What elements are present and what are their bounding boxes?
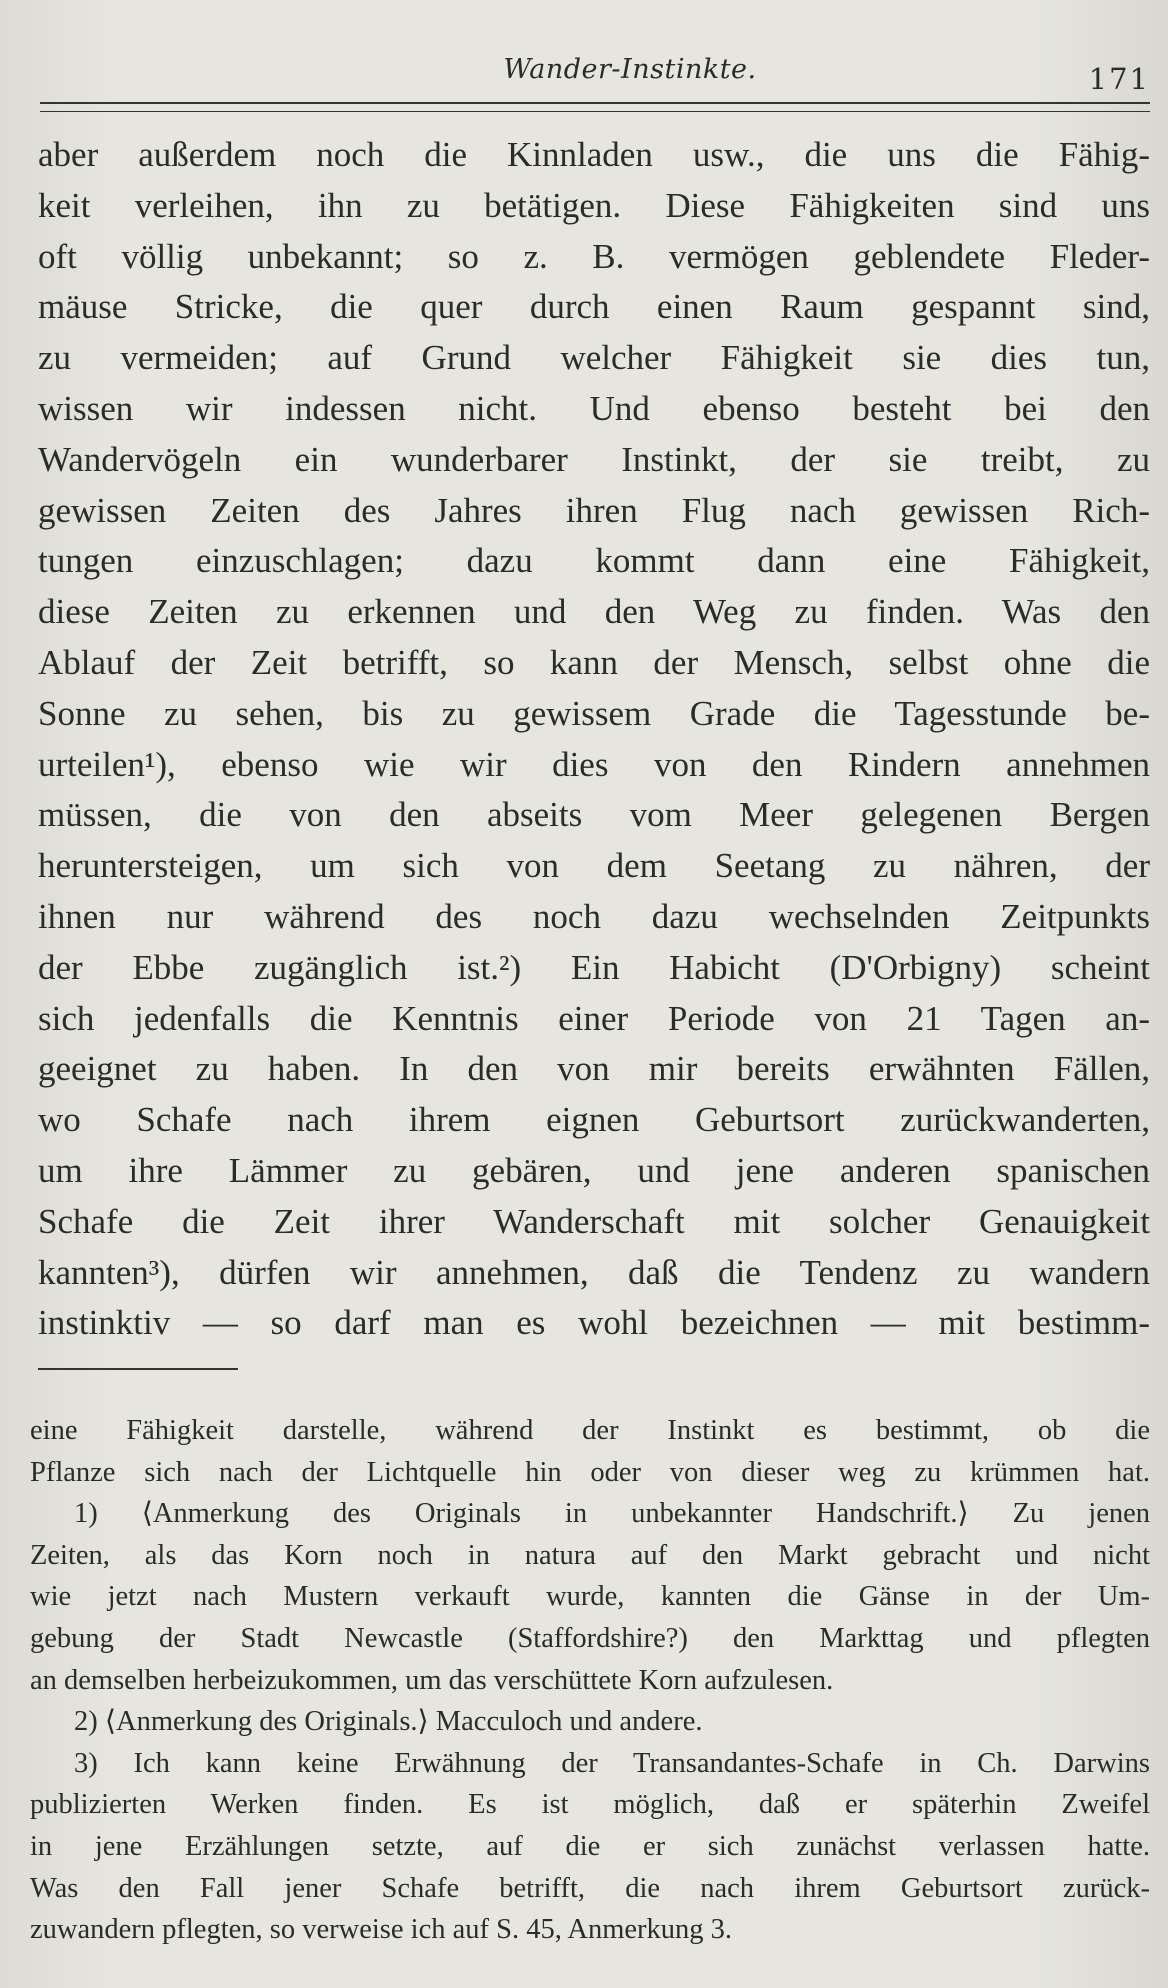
footnote-1-line: Zeiten, als das Korn noch in natura auf den Markt gebracht und nicht xyxy=(30,1539,1150,1571)
text-line: der Ebbe zugänglich ist.²) Ein Habicht (D'Orbigny) scheint xyxy=(38,947,1150,987)
text-line: Ablauf der Zeit betrifft, so kann der Mensch, selbst ohne die xyxy=(38,642,1150,682)
text-line: aber außerdem noch die Kinnladen usw., die uns die Fähig- xyxy=(38,135,1150,174)
text-line: müssen, die von den abseits vom Meer gelegenen Bergen xyxy=(38,795,1150,835)
text-line: mäuse Stricke, die quer durch einen Raum gespannt sind, xyxy=(38,287,1150,327)
footnotes xyxy=(30,1410,1150,1951)
footnote-3-line: 3) Ich kann keine Erwähnung der Transandantes-Schafe in Ch. Darwins xyxy=(74,1747,1150,1779)
footnote-3-line: zuwandern pflegten, so verweise ich auf S. 45, Anmerkung 3. xyxy=(30,1914,733,1946)
text-line: tungen einzuschlagen; dazu kommt dann eine Fähigkeit, xyxy=(38,541,1150,581)
text-line: urteilen¹), ebenso wie wir dies von den Rindern annehmen xyxy=(38,744,1150,784)
footnote-1-line: 1) ⟨Anmerkung des Originals in unbekannter Handschrift.⟩ Zu jenen xyxy=(74,1498,1150,1530)
text-line: heruntersteigen, um sich von dem Seetang zu nähren, der xyxy=(38,846,1150,886)
footnote-3-line: in jene Erzählungen setzte, auf die er sich zunächst verlassen hatte. xyxy=(30,1830,1150,1862)
main-text xyxy=(38,130,1150,1349)
text-line: ihnen nur während des noch dazu wechselnden Zeitpunkts xyxy=(38,896,1150,936)
text-line: Schafe die Zeit ihrer Wanderschaft mit solcher Genauigkeit xyxy=(38,1201,1150,1241)
text-line: zu vermeiden; auf Grund welcher Fähigkeit sie dies tun, xyxy=(38,338,1150,378)
text-line: oft völlig unbekannt; so z. B. vermögen geblendete Fleder- xyxy=(38,236,1150,276)
footnote-continuation-line: Pflanze sich nach der Lichtquelle hin oder von dieser weg zu krümmen hat. xyxy=(30,1456,1150,1488)
text-line: kannten³), dürfen wir annehmen, daß die Tendenz zu wandern xyxy=(38,1252,1150,1292)
page-number: 171 xyxy=(1088,62,1150,96)
text-line: Sonne zu sehen, bis zu gewissem Grade die Tagesstunde be- xyxy=(38,693,1150,733)
text-line: gewissen Zeiten des Jahres ihren Flug nach gewissen Rich- xyxy=(38,490,1150,530)
text-line: Wandervögeln ein wunderbarer Instinkt, der sie treibt, zu xyxy=(38,439,1150,479)
text-line: wo Schafe nach ihrem eignen Geburtsort zurückwanderten, xyxy=(38,1100,1150,1140)
footnote-1-line: gebung der Stadt Newcastle (Staffordshire?) den Markttag und pflegten xyxy=(30,1622,1150,1654)
footnote-1-line: wie jetzt nach Mustern verkauft wurde, kannten die Gänse in der Um- xyxy=(30,1581,1150,1613)
text-line: keit verleihen, ihn zu betätigen. Diese Fähigkeiten sind uns xyxy=(38,185,1150,225)
footnote-2-line: 2) ⟨Anmerkung des Originals.⟩ Macculoch und andere. xyxy=(74,1706,703,1738)
running-title: Wander-Instinkte. xyxy=(503,54,757,85)
text-line: um ihre Lämmer zu gebären, und jene anderen spanischen xyxy=(38,1150,1150,1190)
footnote-continuation-line: eine Fähigkeit darstelle, während der Instinkt es bestimmt, ob die xyxy=(30,1415,1150,1446)
running-head xyxy=(40,54,1150,94)
text-line: diese Zeiten zu erkennen und den Weg zu finden. Was den xyxy=(38,592,1150,632)
footnote-3-line: Was den Fall jener Schafe betrifft, die nach ihrem Geburtsort zurück- xyxy=(30,1872,1150,1904)
text-line: instinktiv — so darf man es wohl bezeichnen — mit bestimm- xyxy=(38,1303,1150,1343)
header-rule xyxy=(40,102,1150,112)
footnote-rule xyxy=(38,1368,238,1370)
footnote-3-line: publizierten Werken finden. Es ist möglich, daß er späterhin Zweifel xyxy=(30,1789,1150,1821)
text-line: sich jedenfalls die Kenntnis einer Periode von 21 Tagen an- xyxy=(38,998,1150,1038)
footnote-1-line: an demselben herbeizukommen, um das verschüttete Korn aufzulesen. xyxy=(30,1664,834,1696)
text-line: geeignet zu haben. In den von mir bereits erwähnten Fällen, xyxy=(38,1049,1150,1089)
text-line: wissen wir indessen nicht. Und ebenso besteht bei den xyxy=(38,388,1150,428)
